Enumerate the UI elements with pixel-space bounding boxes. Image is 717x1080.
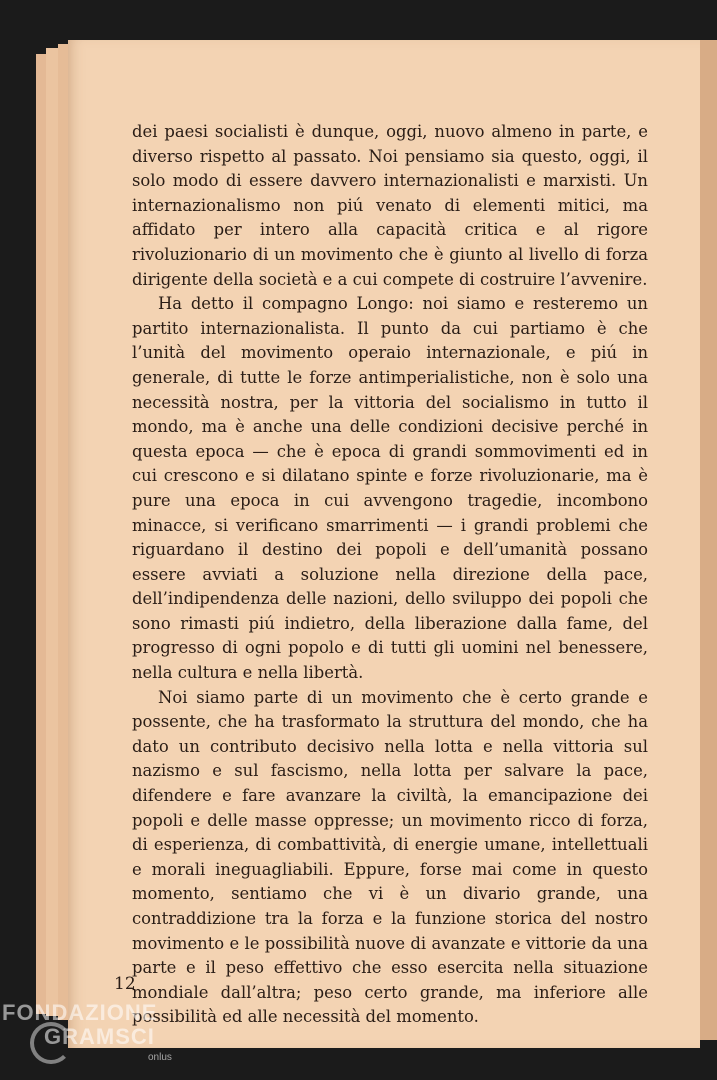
watermark-suffix: onlus [148, 1052, 172, 1063]
page-number: 12 [114, 974, 136, 994]
page-right-edge [700, 40, 717, 1040]
paragraph: Ha detto il compagno Longo: noi siamo e resteremo un partito internazionalista. Il punto da cui partiamo è che l’unità del movimento operaio internazionale, e piú in generale, di tutte le forze antimperialistiche, non è solo una necessità nostra, per la vittoria del socialismo in tutto il mondo, ma è anche una delle condizioni decisive perché in questa epoca — che è epoca di grandi sommovimenti ed in cui crescono e si dilatano spinte e forze rivoluzionarie, ma è pure una epoca in cui avvengono tragedie, incombono minacce, si verificano smarrimenti — i grandi problemi che riguardano il destino dei popoli e dell’umanità possano essere avviati a soluzione nella direzione della pace, dell’indipendenza delle nazioni, dello sviluppo dei popoli che sono rimasti piú indietro, della liberazione dalla fame, del progresso di ogni popolo e di tutti gli uomini nel benessere, nella cultura e nella libertà. [132, 294, 648, 683]
watermark-line1: FONDAZIONE [2, 1000, 158, 1025]
watermark-line2: GRAMSCI [44, 1024, 155, 1049]
watermark [2, 998, 202, 1078]
paragraph: Noi siamo parte di un movimento che è certo grande e possente, che ha trasformato la struttura del mondo, che ha dato un contributo decisivo nella lotta e nella vittoria sul nazismo e sul fascismo, nella lotta per salvare la pace, difendere e fare avanzare la civiltà, la emancipazione dei popoli e delle masse oppresse; un movimento ricco di forza, di esperienza, di combattività, di energie umane, intellettuali e morali ineguagliabili. Eppure, forse mai come in questo momento, sentiamo che vi è un divario grande, una contraddizione tra la forza e la funzione storica del nostro movimento e le possibilità nuove di avanzate e vittorie da una parte e il peso effettivo che esso esercita nella situazione mondiale dall’altra; peso certo grande, ma inferiore alle possibilità ed alle necessità del momento. [132, 687, 648, 1027]
body-text [132, 120, 648, 1030]
paragraph: dei paesi socialisti è dunque, oggi, nuovo almeno in parte, e diverso rispetto al passato. Noi pensiamo sia questo, oggi, il solo modo di essere davvero internazionalisti e marxisti. Un internazionalismo non piú venato di elementi mitici, ma affidato per intero alla capacità critica e al rigore rivoluzionario di un movimento che è giunto al livello di forza dirigente della società e a cui compete di costruire l’avvenire. [132, 122, 648, 289]
